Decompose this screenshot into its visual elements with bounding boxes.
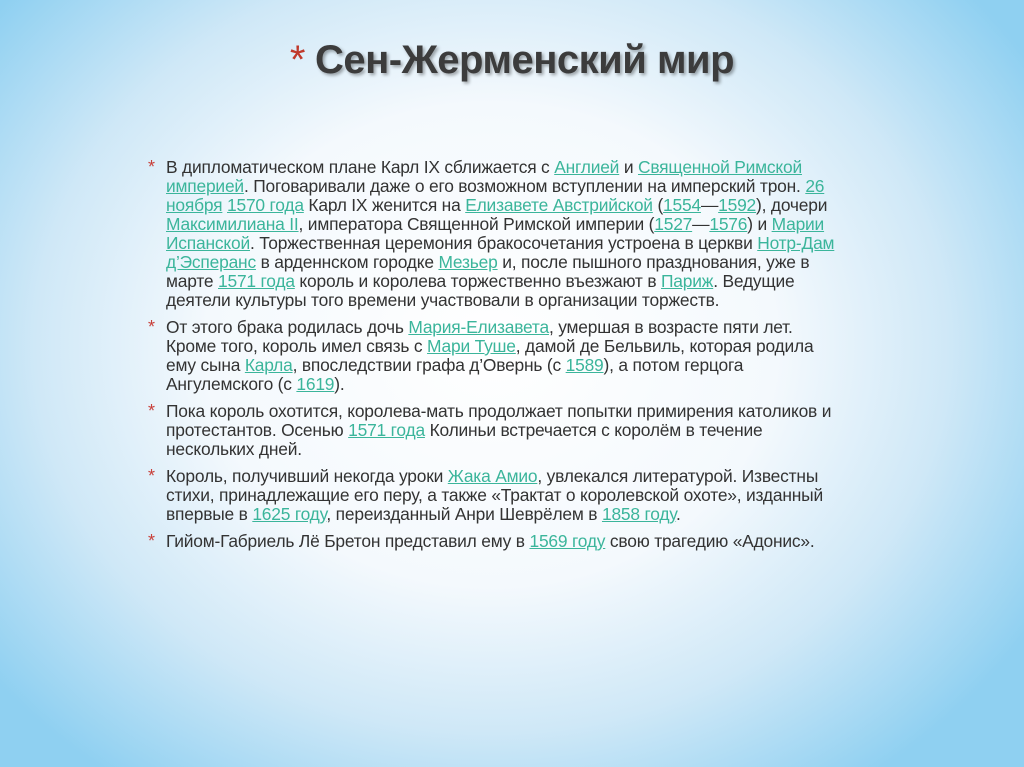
- paragraph-text: . Торжественная церемония бракосочетания устроена в церкви: [249, 233, 758, 253]
- hyperlink[interactable]: 1569 году: [529, 531, 606, 551]
- paragraph-text: Карл IX женится на: [303, 195, 466, 215]
- paragraph-text: и: [619, 157, 638, 177]
- bullet-paragraph: [146, 467, 846, 524]
- hyperlink[interactable]: 1858 году: [601, 504, 677, 524]
- paragraph-text: —: [692, 214, 710, 234]
- paragraph-text: . Ведущие деятели культуры того времени участвовали в организации торжеств.: [166, 271, 795, 310]
- hyperlink[interactable]: Максимилиана II: [166, 214, 299, 234]
- paragraph-text: . Поговаривали даже о его возможном вступлении на имперский трон.: [243, 176, 806, 196]
- hyperlink[interactable]: 1571 года: [218, 271, 295, 291]
- hyperlink[interactable]: Мезьер: [438, 252, 498, 272]
- paragraph-text: .: [676, 504, 681, 524]
- bullet-asterisk-icon: *: [148, 317, 155, 337]
- hyperlink[interactable]: 26 ноября: [166, 176, 825, 215]
- paragraph-text: Гийом-Габриель Лё Бретон представил ему в: [166, 531, 530, 551]
- paragraph-text: От этого брака родилась дочь: [166, 317, 409, 337]
- paragraph-text: ) и: [747, 214, 772, 234]
- paragraph-text: свою трагедию «Адонис».: [605, 531, 815, 551]
- paragraph-text: , впоследствии графа д’Овернь (с: [292, 355, 566, 375]
- slide-title: [0, 38, 1024, 83]
- hyperlink[interactable]: 1592: [718, 195, 757, 215]
- paragraph-text: и, после пышного празднования, уже в марте: [166, 252, 810, 291]
- paragraph-text: , переизданный Анри Шеврёлем в: [326, 504, 602, 524]
- bullet-paragraph: [146, 158, 846, 310]
- paragraph-text: Король, получивший некогда уроки: [166, 466, 448, 486]
- paragraph-text: ), а потом герцога Ангулемского (с: [166, 355, 744, 394]
- paragraph-text: (: [652, 195, 664, 215]
- paragraph-text: Пока король охотится, королева-мать продолжает попытки примирения католиков и протестантов. Осенью: [166, 401, 832, 440]
- hyperlink[interactable]: Жака Амио: [447, 466, 538, 486]
- slide-title-text: Сен-Жерменский мир: [314, 38, 735, 82]
- hyperlink[interactable]: Мари Туше: [427, 336, 516, 356]
- bullet-paragraph: [146, 318, 846, 394]
- hyperlink[interactable]: 1589: [565, 355, 604, 375]
- paragraph-text: Колиньи встречается с королём в течение нескольких дней.: [166, 420, 763, 459]
- bullet-asterisk-icon: *: [148, 466, 155, 486]
- paragraph-text: , императора Священной Римской империи (: [298, 214, 655, 234]
- hyperlink[interactable]: Англией: [554, 157, 620, 177]
- paragraph-text: ).: [334, 374, 345, 394]
- paragraph-text: , дамой де Бельвиль, которая родила ему сына: [166, 336, 814, 375]
- slide-content: [146, 158, 846, 559]
- paragraph-text: , умершая в возрасте пяти лет. Кроме того, король имел связь с: [166, 317, 793, 356]
- hyperlink[interactable]: Елизавете Австрийской: [465, 195, 653, 215]
- bullet-paragraph: [146, 402, 846, 459]
- bullet-asterisk-icon: *: [148, 531, 155, 551]
- hyperlink[interactable]: Мария-Елизавета: [408, 317, 549, 337]
- paragraph-text: —: [700, 195, 719, 215]
- paragraph-text: В дипломатическом плане Карл IX сближается с: [166, 157, 555, 177]
- paragraph-text: король и королева торжественно въезжают в: [294, 271, 661, 291]
- paragraph-text: в арденнском городке: [255, 252, 439, 272]
- title-bullet: *: [289, 38, 305, 82]
- hyperlink[interactable]: Париж: [661, 271, 714, 291]
- hyperlink[interactable]: Марии Испанской: [166, 214, 825, 253]
- hyperlink[interactable]: 1570 года: [227, 195, 304, 215]
- hyperlink[interactable]: 1554: [663, 195, 701, 215]
- hyperlink[interactable]: 1625 году: [252, 504, 327, 524]
- hyperlink[interactable]: 1619: [296, 374, 335, 394]
- paragraph-text: , увлекался литературой. Известны стихи, принадлежащие его перу, а также «Трактат о королевской охоте», изданный впервые в: [166, 466, 823, 524]
- bullet-paragraph: [146, 532, 846, 551]
- hyperlink[interactable]: Нотр-Дам д’Эсперанс: [166, 233, 835, 272]
- hyperlink[interactable]: Священной Римской империей: [166, 157, 802, 196]
- bullet-asterisk-icon: *: [148, 401, 155, 421]
- hyperlink[interactable]: 1527: [654, 214, 693, 234]
- hyperlink[interactable]: 1576: [709, 214, 748, 234]
- bullet-asterisk-icon: *: [148, 157, 155, 177]
- paragraph-text: ), дочери: [756, 195, 828, 215]
- hyperlink[interactable]: Карла: [244, 355, 293, 375]
- hyperlink[interactable]: 1571 года: [348, 420, 425, 440]
